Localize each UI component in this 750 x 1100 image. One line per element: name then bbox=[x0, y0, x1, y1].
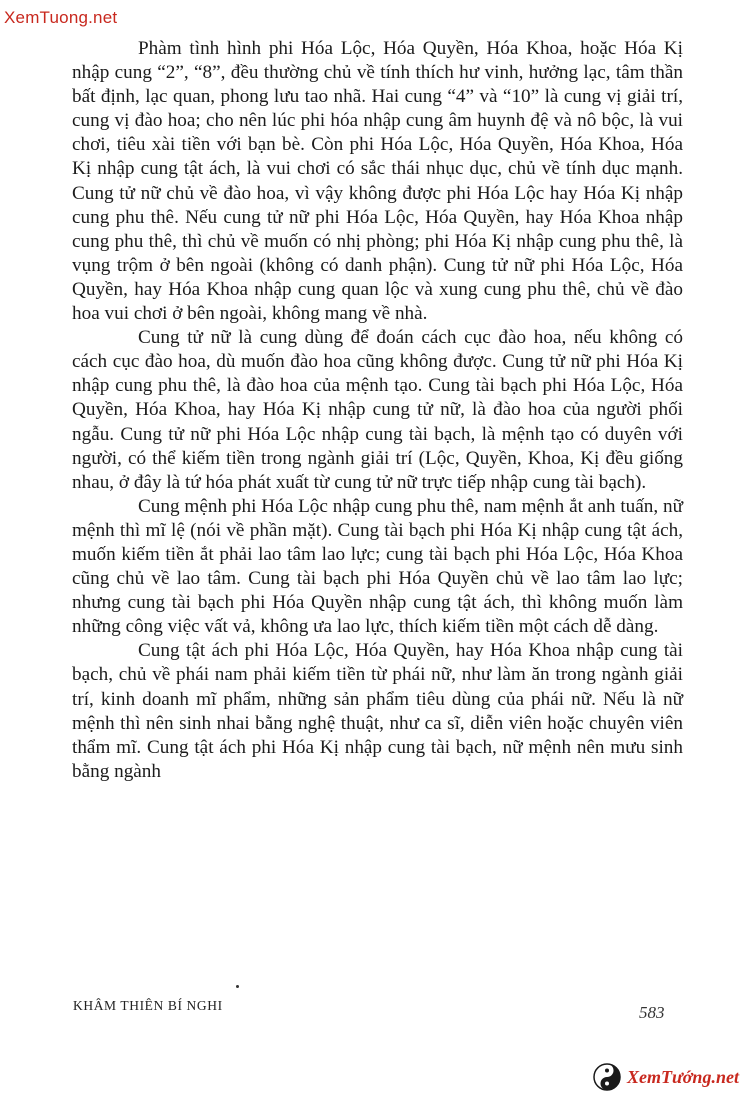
book-title: KHÂM THIÊN BÍ NGHI bbox=[73, 998, 223, 1013]
brand-text: XemTướng.net bbox=[627, 1066, 739, 1087]
page-body bbox=[72, 37, 683, 784]
paragraph-2: Cung tử nữ là cung dùng để đoán cách cục đào hoa, nếu không có cách cục đào hoa, dù muốn đào hoa cũng không được. Cung tử nữ phi Hóa Kị nhập cung phu thê, là đào hoa của mệnh tạo. Cung tài bạch phi Hóa Lộc, Hóa Quyền, Hóa Khoa, hay Hóa Kị nhập cung tử nữ, là đào hoa của người phối ngẫu. Cung tử nữ phi Hóa Lộc nhập cung tài bạch, là mệnh tạo có duyên với người, có thể kiếm tiền trong ngành giải trí (Lộc, Quyền, Khoa, Kị đều giống nhau, ở đây là tứ hóa phát xuất từ cung tử nữ trực tiếp nhập cung tài bạch). bbox=[72, 327, 683, 493]
paragraph-4: Cung tật ách phi Hóa Lộc, Hóa Quyền, hay Hóa Khoa nhập cung tài bạch, chủ về phái nam phải kiếm tiền từ phái nữ, như làm ăn trong ngành giải trí, kinh doanh mĩ phẩm, những sản phẩm tiêu dùng của phái nữ. Nếu là nữ mệnh thì nên sinh nhai bằng nghệ thuật, như ca sĩ, diễn viên hoặc chuyên viên thẩm mĩ. Cung tật ách phi Hóa Kị nhập cung tài bạch, nữ mệnh nên mưu sinh bằng ngành bbox=[72, 640, 683, 782]
paragraph-3: Cung mệnh phi Hóa Lộc nhập cung phu thê, nam mệnh ắt anh tuấn, nữ mệnh thì mĩ lệ (nói về phần mặt). Cung tài bạch phi Hóa Kị nhập cung tật ách, muốn kiếm tiền ắt phải lao tâm lao lực; cung tài bạch phi Hóa Lộc, Hóa Khoa cũng chủ về lao tâm. Cung tài bạch phi Hóa Quyền chủ về lao tâm lao lực; nhưng cung tài bạch phi Hóa Quyền nhập cung tật ách, thì không muốn làm những công việc vất vả, không ưa lao lực, thích kiếm tiền một cách dễ dàng. bbox=[72, 495, 683, 638]
brand-logo bbox=[593, 1062, 739, 1092]
footer-dot bbox=[236, 985, 239, 988]
site-watermark: XemTuong.net bbox=[4, 8, 118, 27]
paragraph-1: Phàm tình hình phi Hóa Lộc, Hóa Quyền, Hóa Khoa, hoặc Hóa Kị nhập cung “2”, “8”, đều thường chủ về tính thích hư vinh, hưởng lạc, tâm thần bất định, lạc quan, phong lưu tao nhã. Hai cung “4” và “10” là cung vị giải trí, cung vị đào hoa; cho nên lúc phi hóa nhập cung âm huynh đệ và nô bộc, là vui chơi, tiêu xài tiền với bạn bè. Còn phi Hóa Lộc, Hóa Quyền, Hóa Khoa, Hóa Kị nhập cung tật ách, là vui chơi có sắc thái nhục dục, chủ về tính dục mạnh. Cung tử nữ chủ về đào hoa, vì vậy không được phi Hóa Lộc hay Hóa Kị nhập cung phu thê. Nếu cung tử nữ phi Hóa Lộc, Hóa Quyền, hay Hóa Khoa nhập cung phu thê, thì chủ về muốn có nhị phòng; phi Hóa Kị nhập cung phu thê, là vụng trộm ở bên ngoài (không có danh phận). Cung tử nữ phi Hóa Lộc, Hóa Quyền, hay Hóa Khoa nhập cung quan lộc và xung cung phu thê, chủ về đào hoa vui chơi ở bên ngoài, không mang về nhà. bbox=[72, 38, 683, 325]
yin-yang-icon bbox=[593, 1063, 621, 1091]
page-number: 583 bbox=[639, 1003, 665, 1022]
